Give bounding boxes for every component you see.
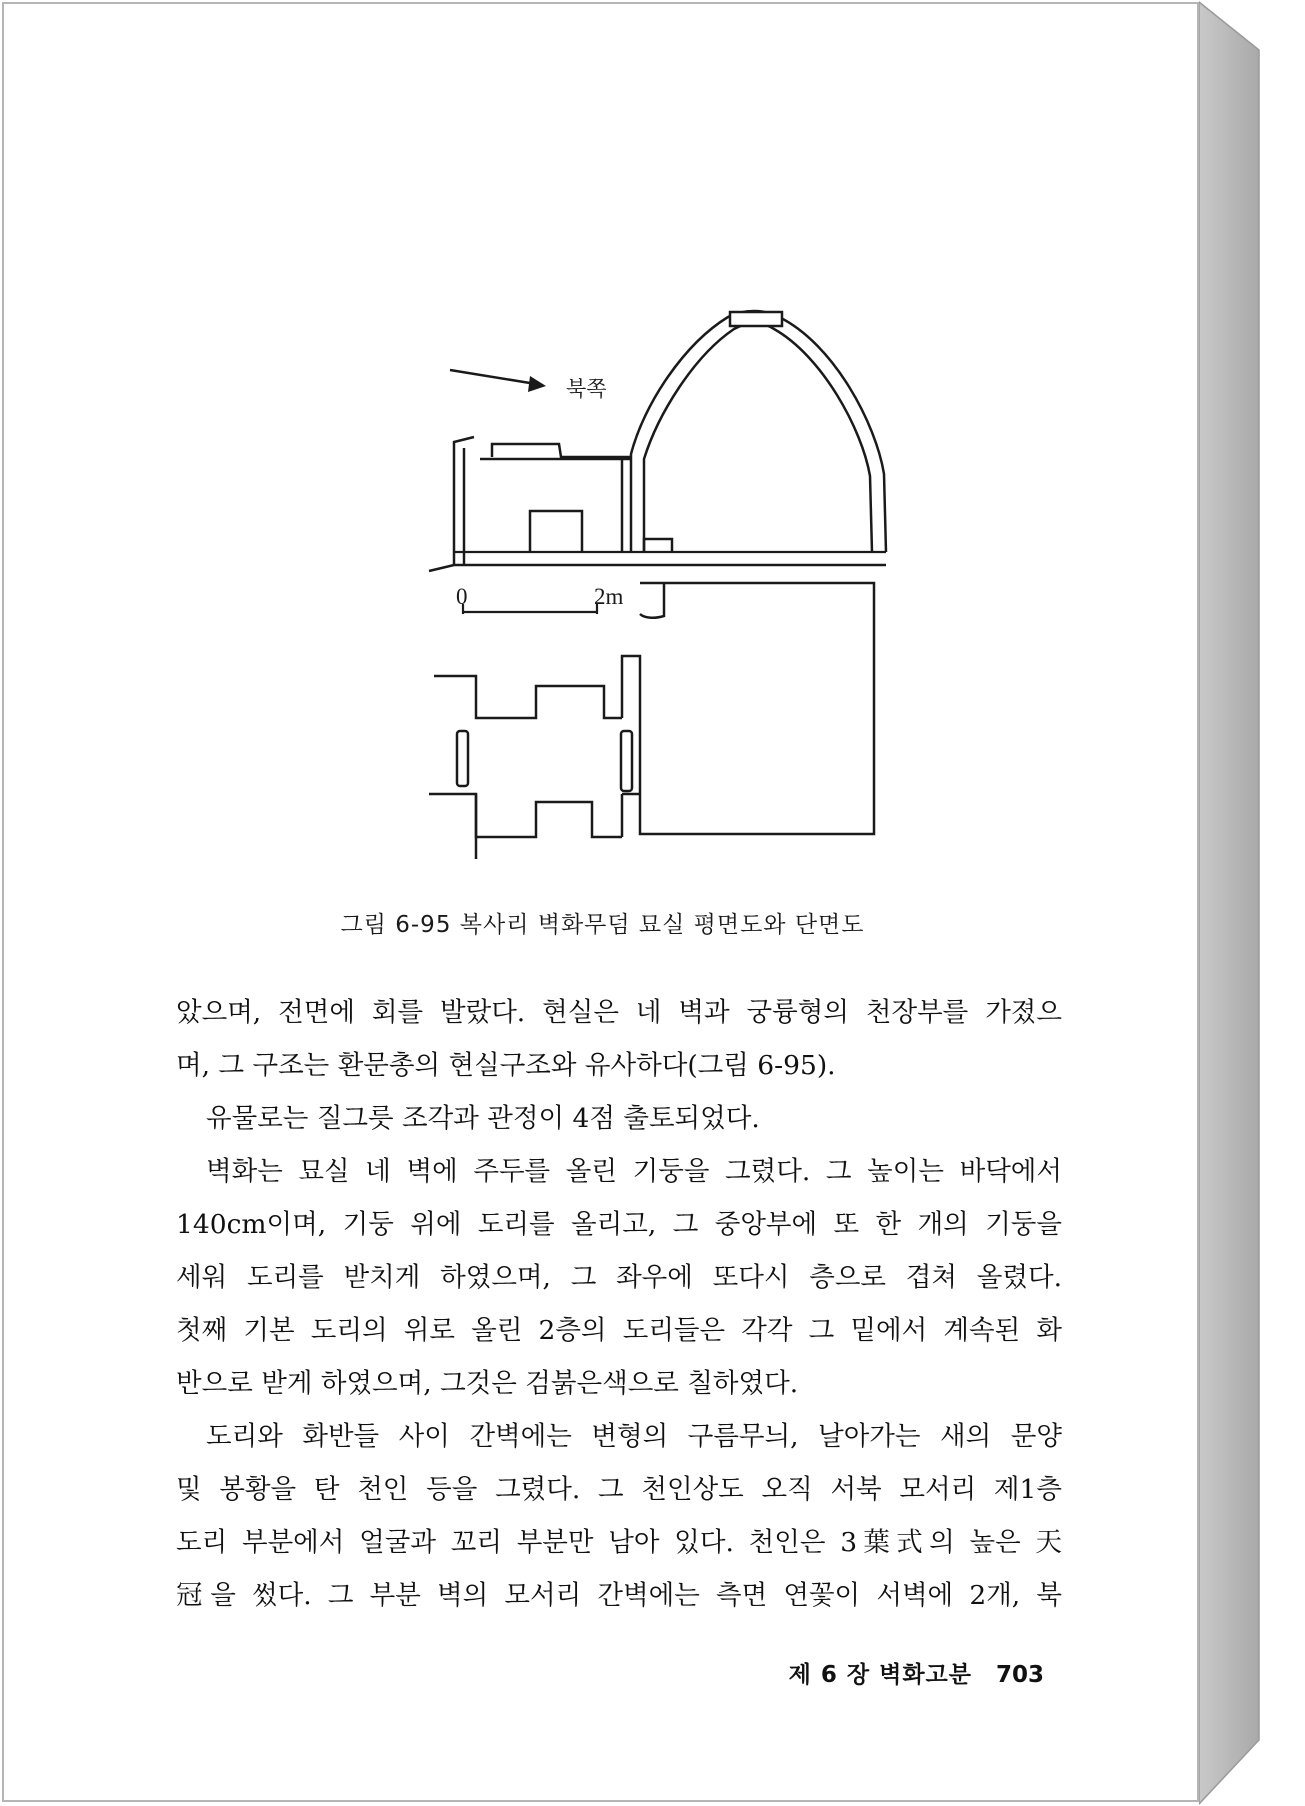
text-line: 첫째 기본 도리의 위로 올린 2층의 도리들은 각각 그 밑에서 계속된 화 [176,1315,1062,1346]
text-line: 벽화는 묘실 네 벽에 주두를 올린 기둥을 그렸다. 그 높이는 바닥에서 [206,1156,1062,1187]
text-line: 반으로 받게 하였으며, 그것은 검붉은색으로 칠하였다. [176,1368,799,1399]
text-line: 았으며, 전면에 회를 발랐다. 현실은 네 벽과 궁륭형의 천장부를 가졌으 [176,997,1062,1028]
section-dome [631,311,886,552]
text-line: 도리 부분에서 얼굴과 꼬리 부분만 남아 있다. 천인은 3葉式의 높은 天 [176,1527,1062,1558]
scale-bar [463,604,597,614]
text-line: 도리와 화반들 사이 간벽에는 변형의 구름무늬, 날아가는 새의 문양 [206,1421,1062,1452]
figure-caption: 그림 6-95 복사리 벽화무덤 묘실 평면도와 단면도 [340,912,865,938]
ground-line [429,565,886,571]
chapter-title: 제 6 장 벽화고분 [788,1662,972,1688]
page-footer [4,1656,1044,1689]
plan-view [429,583,874,859]
text-line: 세워 도리를 받치게 하였으며, 그 좌우에 또다시 층으로 겹쳐 올렸다. [176,1262,1062,1293]
body-text [176,986,1062,1622]
text-line: 및 봉황을 탄 천인 등을 그렸다. 그 천인상도 오직 서북 모서리 제1층 [176,1474,1062,1505]
scale-end-label: 2m [594,584,624,609]
north-label: 북쪽 [566,377,607,401]
book-page [2,2,1199,1802]
north-arrow-icon [450,370,546,392]
text-line: 冠을 썼다. 그 부분 벽의 모서리 간벽에는 측면 연꽃이 서벽에 2개, 북 [176,1580,1062,1611]
scale-zero-label: 0 [456,584,468,609]
text-line: 140cm이며, 기둥 위에 도리를 올리고, 그 중앙부에 또 한 개의 기둥을 [176,1209,1062,1240]
tomb-plan-section-drawing [4,4,1201,884]
section-antechamber [454,437,672,564]
book-page-edge [1199,0,1305,1806]
page-number: 703 [995,1662,1044,1688]
text-line: 며, 그 구조는 환문총의 현실구조와 유사하다(그림 6-95). [176,1050,836,1081]
text-line: 유물로는 질그릇 조각과 관정이 4점 출토되었다. [206,1103,760,1134]
